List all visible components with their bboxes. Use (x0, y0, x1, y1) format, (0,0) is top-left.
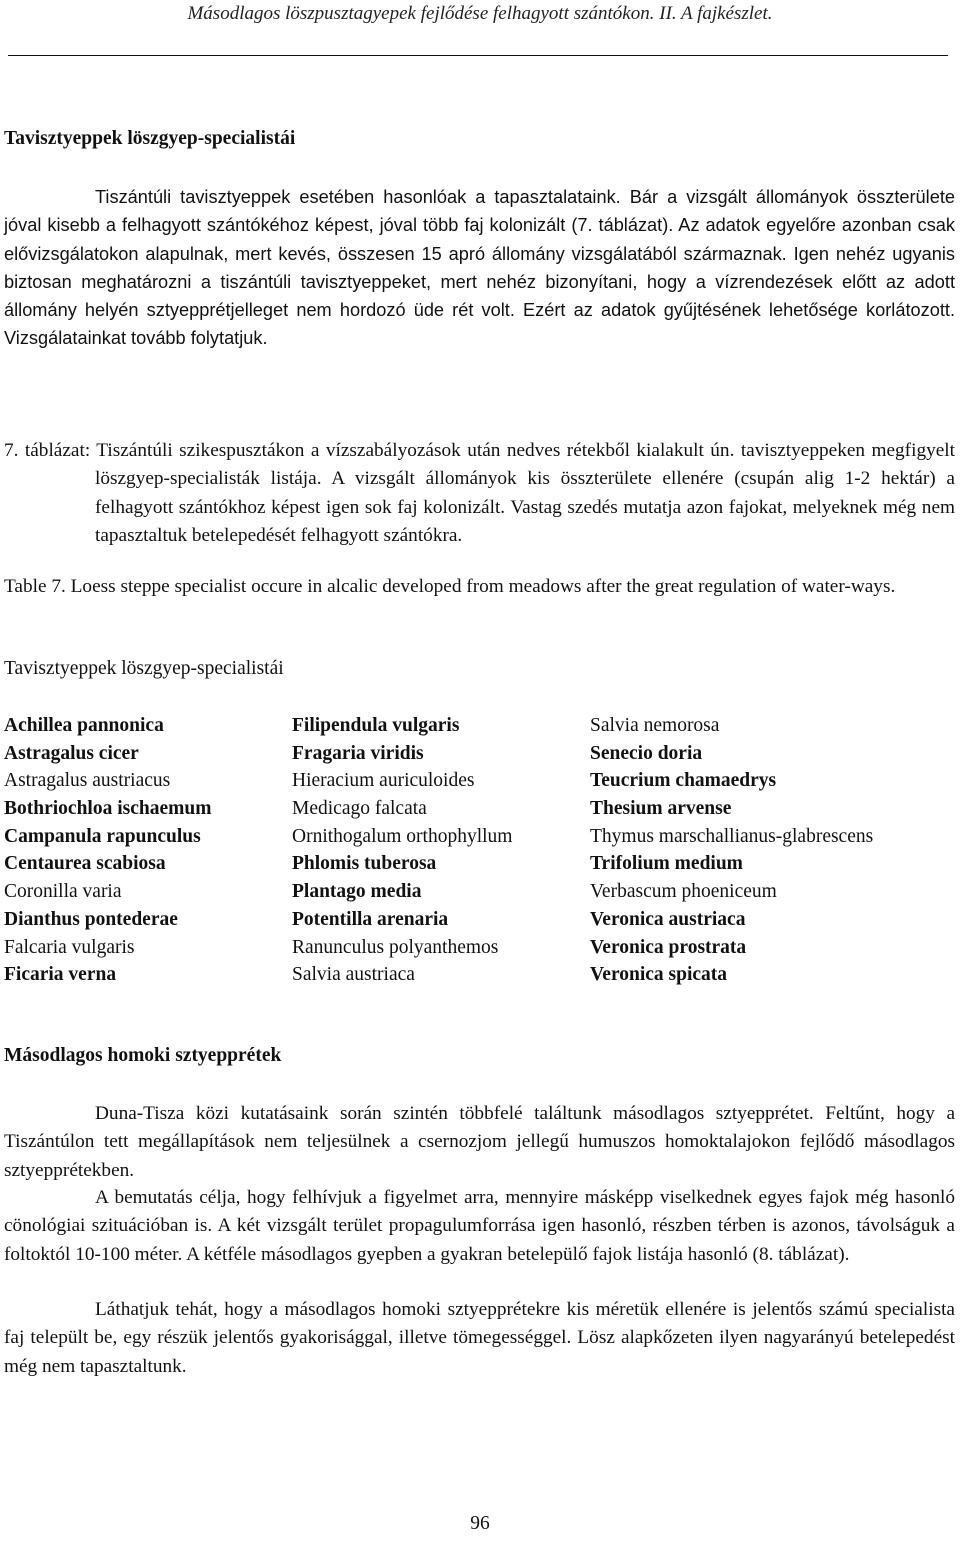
document-page (4, 0, 956, 1541)
species-name: Astragalus austriacus (4, 770, 171, 792)
species-name: Veronica prostrata (590, 936, 747, 958)
body-paragraph: Duna-Tisza közi kutatásaink során szintén többfelé találtunk másodlagos sztyepprétet. Feltűnt, hogy a Tiszántúlon tett megállapítások nem teljesülnek a csernozjom jellegű humuszos homoktalajokon fejlődő másodlagos sztyepprétekben. (4, 1103, 955, 1181)
species-name: Salvia austriaca (292, 964, 415, 986)
species-name: Centaurea scabiosa (4, 853, 166, 875)
page-number: 96 (470, 1513, 490, 1534)
species-name: Bothriochloa ischaemum (4, 798, 212, 820)
species-name: Potentilla arenaria (292, 908, 449, 930)
table-caption-english: Table 7. Loess steppe specialist occure in alcalic developed from meadows after the great regulation of water-ways. (4, 576, 896, 597)
species-name: Ranunculus polyanthemos (292, 936, 499, 958)
section-heading: Másodlagos homoki sztyepprétek (4, 1045, 282, 1066)
section-heading: Tavisztyeppek löszgyep-specialistái (4, 128, 296, 149)
body-paragraph: A bemutatás célja, hogy felhívjuk a figyelmet arra, mennyire másképp viselkednek egyes fajok még hasonló cönológiai szituációban is. A két vizsgált terület propagulumforrása igen hasonló, részben térben is azonos, távolságuk a foltoktól 10-100 méter. A kétféle másodlagos gyepben a gyakran betelepülő fajok listája hasonló (8. táblázat). (4, 1187, 955, 1265)
species-column-3 (590, 712, 956, 989)
species-name: Veronica spicata (590, 964, 728, 986)
species-name: Medicago falcata (292, 798, 427, 820)
species-name: Phlomis tuberosa (292, 853, 437, 875)
species-name: Astragalus cicer (4, 742, 139, 764)
species-name: Thymus marschallianus-glabrescens (590, 825, 874, 847)
species-name: Verbascum phoeniceum (590, 881, 777, 903)
species-column-1 (4, 712, 304, 989)
species-name: Thesium arvense (590, 798, 732, 820)
species-name: Salvia nemorosa (590, 715, 720, 736)
species-name: Achillea pannonica (4, 715, 164, 736)
species-name: Hieracium auriculoides (292, 770, 475, 792)
species-name: Senecio doria (590, 742, 703, 764)
table-caption-hungarian: 7. táblázat: Tiszántúli szikespusztákon a vízszabályozások után nedves rétekből kialakult ún. tavisztyeppeken megfigyelt löszgyep-specialisták listája. A vizsgált állományok kis összterülete ellenére (csupán alig 1-2 hektár) a felhagyott szántókhoz képest igen sok faj kolonizált. Vastag szedés mutatja azon fajokat, melyeknek még nem tapasztaltuk betelepedését felhagyott szántókra. (4, 440, 955, 546)
species-name: Campanula rapunculus (4, 825, 201, 847)
species-name: Ficaria verna (4, 964, 117, 986)
table-heading: Tavisztyeppek löszgyep-specialistái (4, 658, 284, 679)
species-column-2 (292, 712, 592, 989)
body-paragraph: Tiszántúli tavisztyeppek esetében hasonlóak a tapasztalataink. Bár a vizsgált állományok összterülete jóval kisebb a felhagyott szántókéhoz képest, jóval több faj kolonizált (7. táblázat). Az adatok egyelőre azonban csak elővizsgálatokon alapulnak, mert kevés, összesen 15 apró állomány vizsgálatából származnak. Igen nehéz ugyanis biztosan meghatározni a tiszántúli tavisztyeppeket, mert nehéz bizonyítani, hogy a vízrendezések előtt az adott állomány helyén sztyepprétjelleget nem hordozó üde rét volt. Ezért az adatok gyűjtésének lehetősége korlátozott. Vizsgálatainkat tovább folytatjuk. (4, 187, 955, 349)
species-name: Filipendula vulgaris (292, 715, 460, 736)
species-name: Dianthus pontederae (4, 908, 178, 930)
species-name: Falcaria vulgaris (4, 936, 135, 958)
species-name: Trifolium medium (590, 853, 743, 875)
species-name: Fragaria viridis (292, 742, 424, 764)
running-header: Másodlagos löszpusztagyepek fejlődése felhagyott szántókon. II. A fajkészlet. (187, 3, 773, 24)
species-name: Coronilla varia (4, 881, 122, 903)
species-name: Teucrium chamaedrys (590, 770, 777, 792)
species-name: Plantago media (292, 881, 422, 903)
header-divider (8, 55, 948, 56)
species-name: Ornithogalum orthophyllum (292, 825, 513, 847)
body-paragraph: Láthatjuk tehát, hogy a másodlagos homoki sztyepprétekre kis méretük ellenére is jelentős számú specialista faj települt be, egy részük jelentős gyakorisággal, illetve tömegességgel. Lösz alapkőzeten ilyen nagyarányú betelepedést még nem tapasztaltunk. (4, 1299, 955, 1377)
species-name: Veronica austriaca (590, 908, 746, 930)
